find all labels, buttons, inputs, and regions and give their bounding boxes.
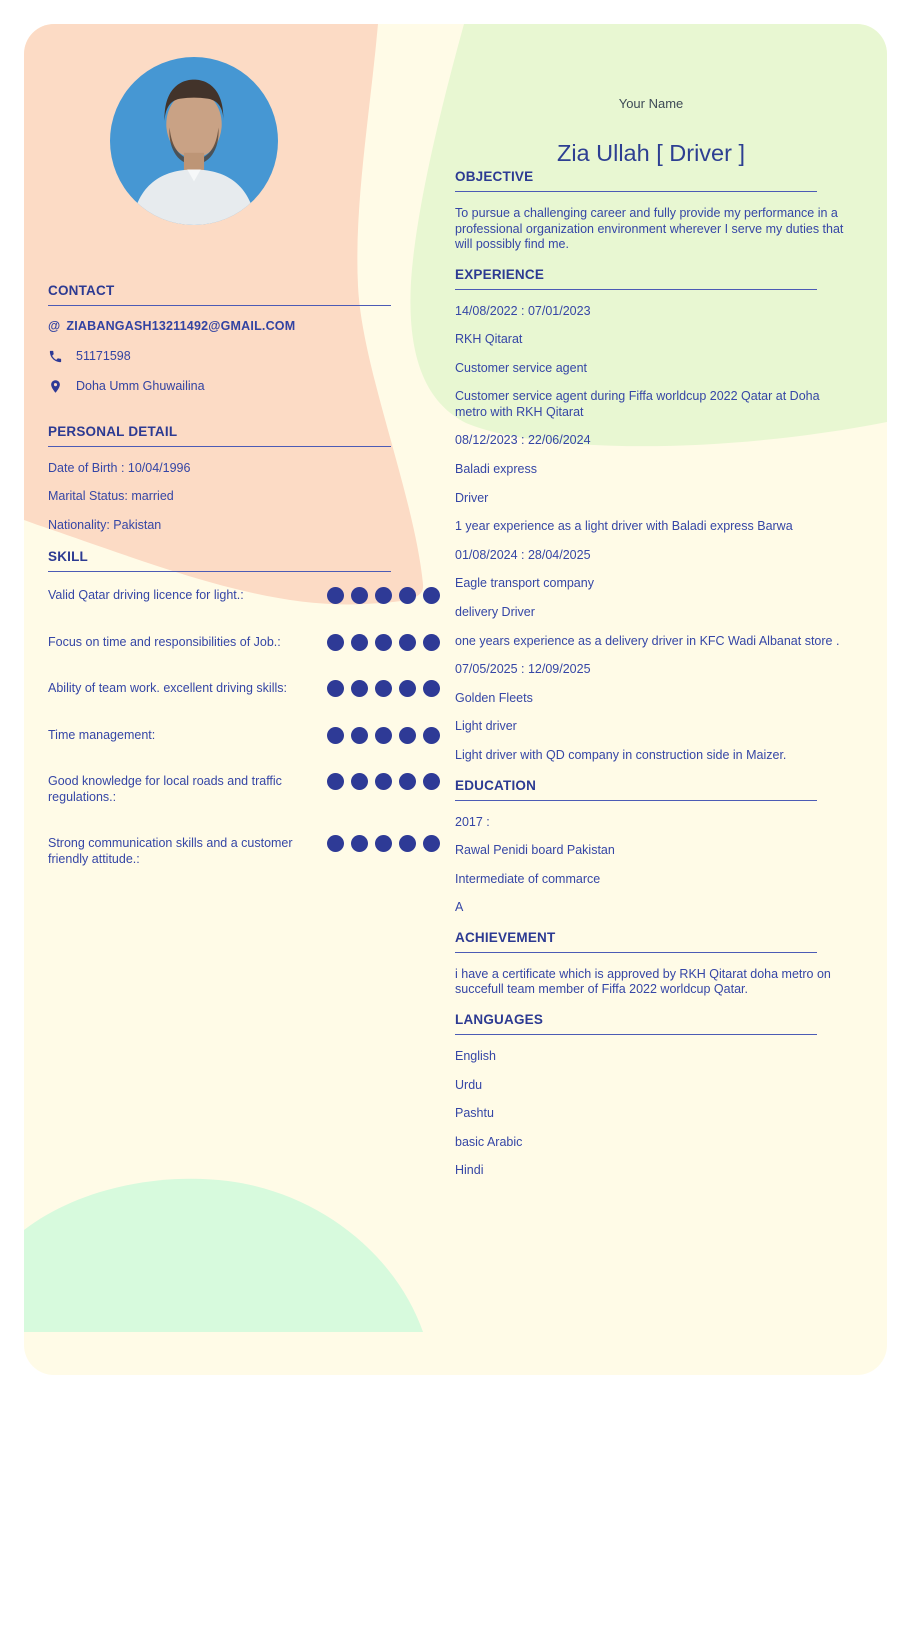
rating-dot (351, 680, 368, 697)
skill-label: Good knowledge for local roads and traffic regulations.: (48, 774, 282, 805)
candidate-name: Zia Ullah [ Driver ] (556, 140, 746, 166)
experience-rule (455, 289, 817, 290)
rating-dot (351, 773, 368, 790)
skill-section (48, 548, 440, 867)
education-item: Rawal Penidi board Pakistan (455, 843, 615, 858)
experience-dates: 07/05/2025 : 12/09/2025 (455, 662, 591, 677)
skill-label: Strong communication skills and a customer friendly attitude.: (48, 835, 293, 866)
rating-dot (327, 587, 344, 604)
skill-row (48, 634, 440, 651)
rating-dot (327, 773, 344, 790)
rating-dot (327, 680, 344, 697)
achievement-rule (455, 952, 817, 953)
rating-dot (423, 773, 440, 790)
experience-list (455, 304, 847, 764)
education-list (455, 815, 847, 916)
experience-section (455, 266, 847, 764)
rating-dot (399, 727, 416, 744)
personal-detail-rule (48, 446, 391, 447)
experience-company: Golden Fleets (455, 690, 533, 705)
achievement-heading: ACHIEVEMENT (455, 929, 556, 945)
rating-dot (423, 680, 440, 697)
objective-section (455, 168, 847, 253)
experience-description: 1 year experience as a light driver with Baladi express Barwa (455, 519, 793, 534)
skill-rating (327, 773, 440, 790)
contact-heading: CONTACT (48, 283, 115, 298)
experience-entry (455, 548, 847, 649)
skill-rating (327, 680, 440, 697)
objective-text: To pursue a challenging career and fully provide my performance in a professional organization environment wherever I serve my duties that will possibly find me. (455, 206, 844, 251)
skill-row (48, 773, 440, 805)
experience-description: Customer service agent during Fiffa worldcup 2022 Qatar at Doha metro with RKH Qitarat (455, 389, 820, 419)
rating-dot (375, 634, 392, 651)
skill-label: Ability of team work. excellent driving skills: (48, 681, 287, 696)
objective-heading: OBJECTIVE (455, 169, 534, 184)
at-icon: @ (48, 319, 61, 333)
rating-dot (375, 773, 392, 790)
education-section (455, 777, 847, 916)
skill-heading: SKILL (48, 549, 88, 564)
language-item: basic Arabic (455, 1134, 523, 1149)
language-item: Pashtu (455, 1106, 494, 1121)
rating-dot (423, 587, 440, 604)
profile-photo (110, 57, 278, 225)
skill-row (48, 835, 440, 867)
skill-rule (48, 571, 391, 572)
resume-card (24, 24, 887, 1375)
location-row (48, 379, 440, 395)
experience-entry (455, 662, 847, 763)
rating-dot (375, 587, 392, 604)
contact-rule (48, 305, 391, 306)
email-value: ZIABANGASH13211492@GMAIL.COM (66, 319, 296, 333)
experience-role: Driver (455, 490, 489, 505)
skill-rating (327, 727, 440, 744)
languages-list (455, 1049, 847, 1179)
education-item: A (455, 900, 464, 915)
languages-heading: LANGUAGES (455, 1012, 544, 1028)
experience-company: RKH Qitarat (455, 332, 523, 347)
experience-role: Customer service agent (455, 360, 588, 375)
rating-dot (399, 773, 416, 790)
rating-dot (327, 835, 344, 852)
rating-dot (375, 835, 392, 852)
rating-dot (375, 727, 392, 744)
rating-dot (399, 835, 416, 852)
location-pin-icon (48, 379, 63, 394)
achievement-text: i have a certificate which is approved by RKH Qitarat doha metro on succefull team member of Fiffa 2022 worldcup Qatar. (455, 966, 831, 997)
skill-rating (327, 835, 440, 852)
rating-dot (327, 634, 344, 651)
language-item: Urdu (455, 1077, 483, 1092)
rating-dot (351, 587, 368, 604)
rating-dot (399, 587, 416, 604)
skill-list (48, 587, 440, 867)
skill-rating (327, 587, 440, 604)
experience-description: Light driver with QD company in construction side in Maizer. (455, 748, 787, 762)
personal-detail-section (48, 423, 440, 534)
rating-dot (423, 727, 440, 744)
personal-detail-heading: PERSONAL DETAIL (48, 423, 178, 439)
objective-rule (455, 191, 817, 192)
rating-dot (351, 835, 368, 852)
languages-rule (455, 1034, 817, 1035)
skill-label: Focus on time and responsibilities of Job.: (48, 634, 281, 649)
phone-row (48, 349, 440, 365)
email-row (48, 319, 440, 335)
rating-dot (423, 634, 440, 651)
personal-detail-item: Marital Status: married (48, 489, 174, 503)
experience-dates: 08/12/2023 : 22/06/2024 (455, 433, 591, 448)
experience-role: Light driver (455, 719, 517, 734)
right-column (455, 24, 847, 1192)
experience-heading: EXPERIENCE (455, 266, 545, 282)
your-name-label: Your Name (618, 96, 684, 111)
experience-entry (455, 433, 847, 534)
skill-row (48, 680, 440, 697)
education-item: Intermediate of commarce (455, 871, 601, 886)
experience-entry (455, 304, 847, 421)
rating-dot (399, 634, 416, 651)
rating-dot (375, 680, 392, 697)
languages-section (455, 1011, 847, 1179)
language-item: Hindi (455, 1163, 484, 1178)
rating-dot (423, 835, 440, 852)
experience-description: one years experience as a delivery driver in KFC Wadi Albanat store . (455, 633, 840, 648)
personal-detail-item: Date of Birth : 10/04/1996 (48, 460, 191, 475)
rating-dot (399, 680, 416, 697)
language-item: English (455, 1049, 496, 1064)
phone-value: 51171598 (76, 348, 131, 363)
rating-dot (351, 634, 368, 651)
skill-label: Time management: (48, 727, 156, 742)
contact-section (48, 282, 440, 395)
personal-detail-list (48, 461, 440, 534)
experience-dates: 01/08/2024 : 28/04/2025 (455, 547, 591, 562)
experience-dates: 14/08/2022 : 07/01/2023 (455, 303, 591, 318)
education-heading: EDUCATION (455, 777, 537, 793)
skill-label: Valid Qatar driving licence for light.: (48, 588, 244, 602)
left-column (48, 24, 440, 897)
phone-icon (48, 349, 63, 364)
rating-dot (351, 727, 368, 744)
rating-dot (327, 727, 344, 744)
experience-company: Baladi express (455, 462, 537, 477)
personal-detail-item: Nationality: Pakistan (48, 517, 162, 532)
skill-row (48, 727, 440, 744)
skill-rating (327, 634, 440, 651)
mint-blob (24, 1179, 423, 1332)
education-rule (455, 800, 817, 801)
skill-row (48, 587, 440, 604)
location-value: Doha Umm Ghuwailina (76, 379, 205, 393)
experience-role: delivery Driver (455, 605, 535, 620)
experience-company: Eagle transport company (455, 576, 594, 591)
education-item: 2017 : (455, 814, 490, 829)
achievement-section (455, 929, 847, 998)
